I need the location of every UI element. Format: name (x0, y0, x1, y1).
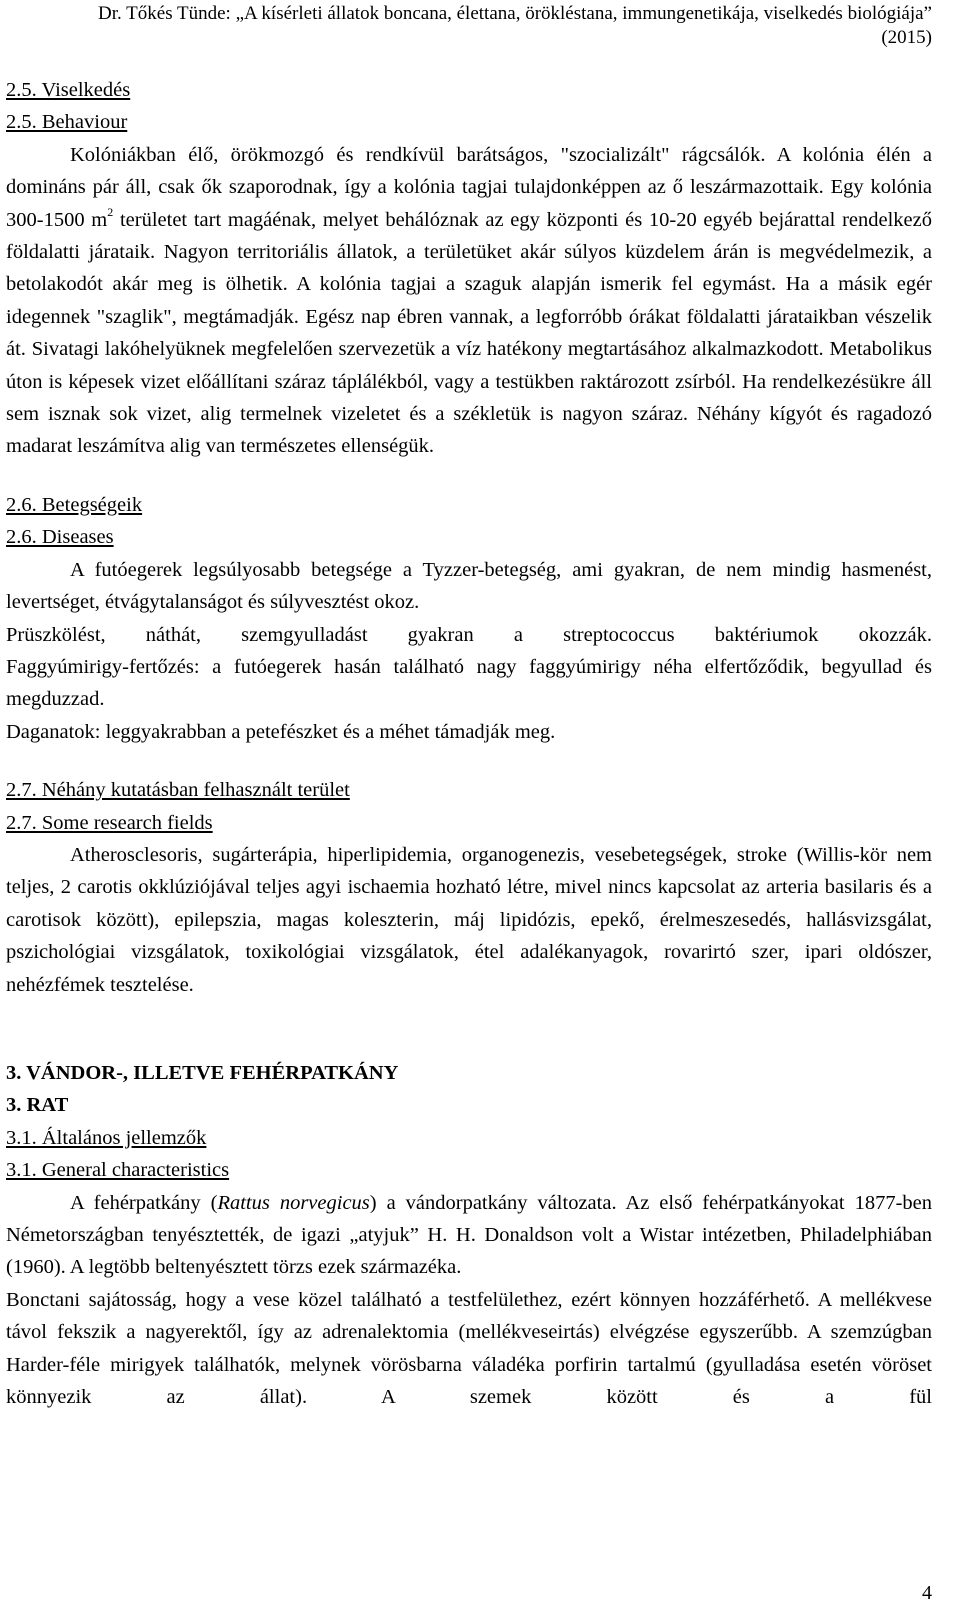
general-characteristics-paragraph (6, 1187, 932, 1284)
heading-2-7-hu: 2.7. Néhány kutatásban felhasznált terület (6, 779, 350, 802)
diseases-paragraph-3: Faggyúmirigy-fertőzés: a futóegerek hasán található nagy faggyúmirigy néha elfertőződik, begyullad és megduzzad. (6, 655, 932, 711)
behaviour-text-b: területet tart magáénak, melyet behálóznak az egy központi és 10-20 egyéb bejárattal rendelkező földalatti járataik. Nagyon territoriális állatok, a területüket akár súlyos küzdelem árán is megvédelmezik, a betolakodót akár meg is ölhetik. A kolónia tagjai a szaguk alapján ismerik fel egymást. Ha a másik egér idegennek "szaglik", megtámadják. Egész nap ébren vannak, a legforróbb órákat földalatti járataikban vészelik át. Sivatagi lakóhelyüknek megfelelően szervezetük a víz hatékony megtartásához alkalmazkodott. Metabolikus úton is képesek vizet előállítani száraz táplálékból, vagy a testükben raktározott zsírból. Ha rendelkezésükre áll sem isznak sok vizet, alig termelnek vizeletet és a székletük is nagyon száraz. Néhány kígyót és ragadozó madarat leszámítva alig van természetes ellenségük. (6, 208, 932, 458)
gc-text-pre: A fehérpatkány ( (70, 1191, 218, 1214)
heading-2-6-en: 2.6. Diseases (6, 526, 114, 549)
superscript-2: 2 (107, 204, 114, 219)
heading-3-hu: 3. VÁNDOR-, ILLETVE FEHÉRPATKÁNY (6, 1061, 399, 1084)
gc-text-post: ) a vándorpatkány változata. Az első fehérpatkányokat 1877-ben Németországban tenyésztették, de igazi „atyjuk” H. H. Donaldson volt a Wistar intézetben, Philadelphiában (1960). A legtöbb beltenyésztett törzs ezek származéka. (6, 1191, 932, 1279)
behaviour-paragraph (6, 139, 932, 463)
anatomy-paragraph: Bonctani sajátosság, hogy a vese közel található a testfelülethez, ezért könnyen hozzáférhető. A mellékvese távol fekszik a nagyerektől, így az adrenalektomia (mellékveseirtás) elvégzése egyszerűbb. A szemzúgban Harder-féle mirigyek találhatók, melynek vörösbarna váladéka porfirin tartalmú (gyulladása esetén vöröset könnyezik az állat). A szemek között és a fül (6, 1288, 932, 1409)
heading-2-5-en: 2.5. Behaviour (6, 111, 128, 134)
header-year: (2015) (881, 27, 932, 48)
research-fields-paragraph: Atherosclesoris, sugárterápia, hiperlipidemia, organogenezis, vesebetegségek, stroke (Willis-kör nem teljes, 2 carotis okklúziójával teljes agyi ischaemia hozható létre, mivel nincs kapcsolat az arteria basilaris és a carotisok között), epilepszia, magas koleszterin, máj lipidózis, epekő, érelmeszesedés, hallásvizsgálat, pszichológiai vizsgálatok, toxikológiai vizsgálatok, étel adalékanyagok, rovarirtó szer, ipari oldószer, nehézfémek tesztelése. (6, 843, 932, 996)
diseases-paragraph-2: Prüszkölést, náthát, szemgyulladást gyakran a streptococcus baktériumok okozzák. (6, 623, 932, 646)
diseases-paragraph-4: Daganatok: leggyakrabban a petefészket és a méhet támadják meg. (6, 720, 556, 743)
heading-2-7-en: 2.7. Some research fields (6, 811, 213, 834)
heading-2-5-hu: 2.5. Viselkedés (6, 79, 131, 101)
heading-3-1-hu: 3.1. Általános jellemzők (6, 1126, 207, 1149)
header-title: Dr. Tőkés Tünde: „A kísérleti állatok boncana, élettana, örökléstana, immungenetikája, viselkedés biológiája” (98, 3, 932, 24)
page-number: 4 (922, 1582, 932, 1604)
heading-3-en: 3. RAT (6, 1094, 69, 1117)
behaviour-text-a: Kolóniákban élő, örökmozgó és rendkívül barátságos, "szocializált" rágcsálók. A kolónia élén a domináns pár áll, csak ők szaporodnak, így a kolónia tagjai tulajdonképpen az ő leszármazottaik. Egy kolónia 300-1500 m (6, 143, 932, 231)
species-name: Rattus norvegicus (217, 1191, 370, 1214)
heading-2-6-hu: 2.6. Betegségeik (6, 493, 143, 516)
heading-3-1-en: 3.1. General characteristics (6, 1159, 230, 1182)
page-body (6, 74, 932, 1413)
diseases-paragraph-1: A futóegerek legsúlyosabb betegsége a Tyzzer-betegség, ami gyakran, de nem mindig hasmenést, levertséget, étvágytalanságot és súlyvesztést okoz. (6, 558, 932, 614)
running-header (0, 2, 932, 50)
